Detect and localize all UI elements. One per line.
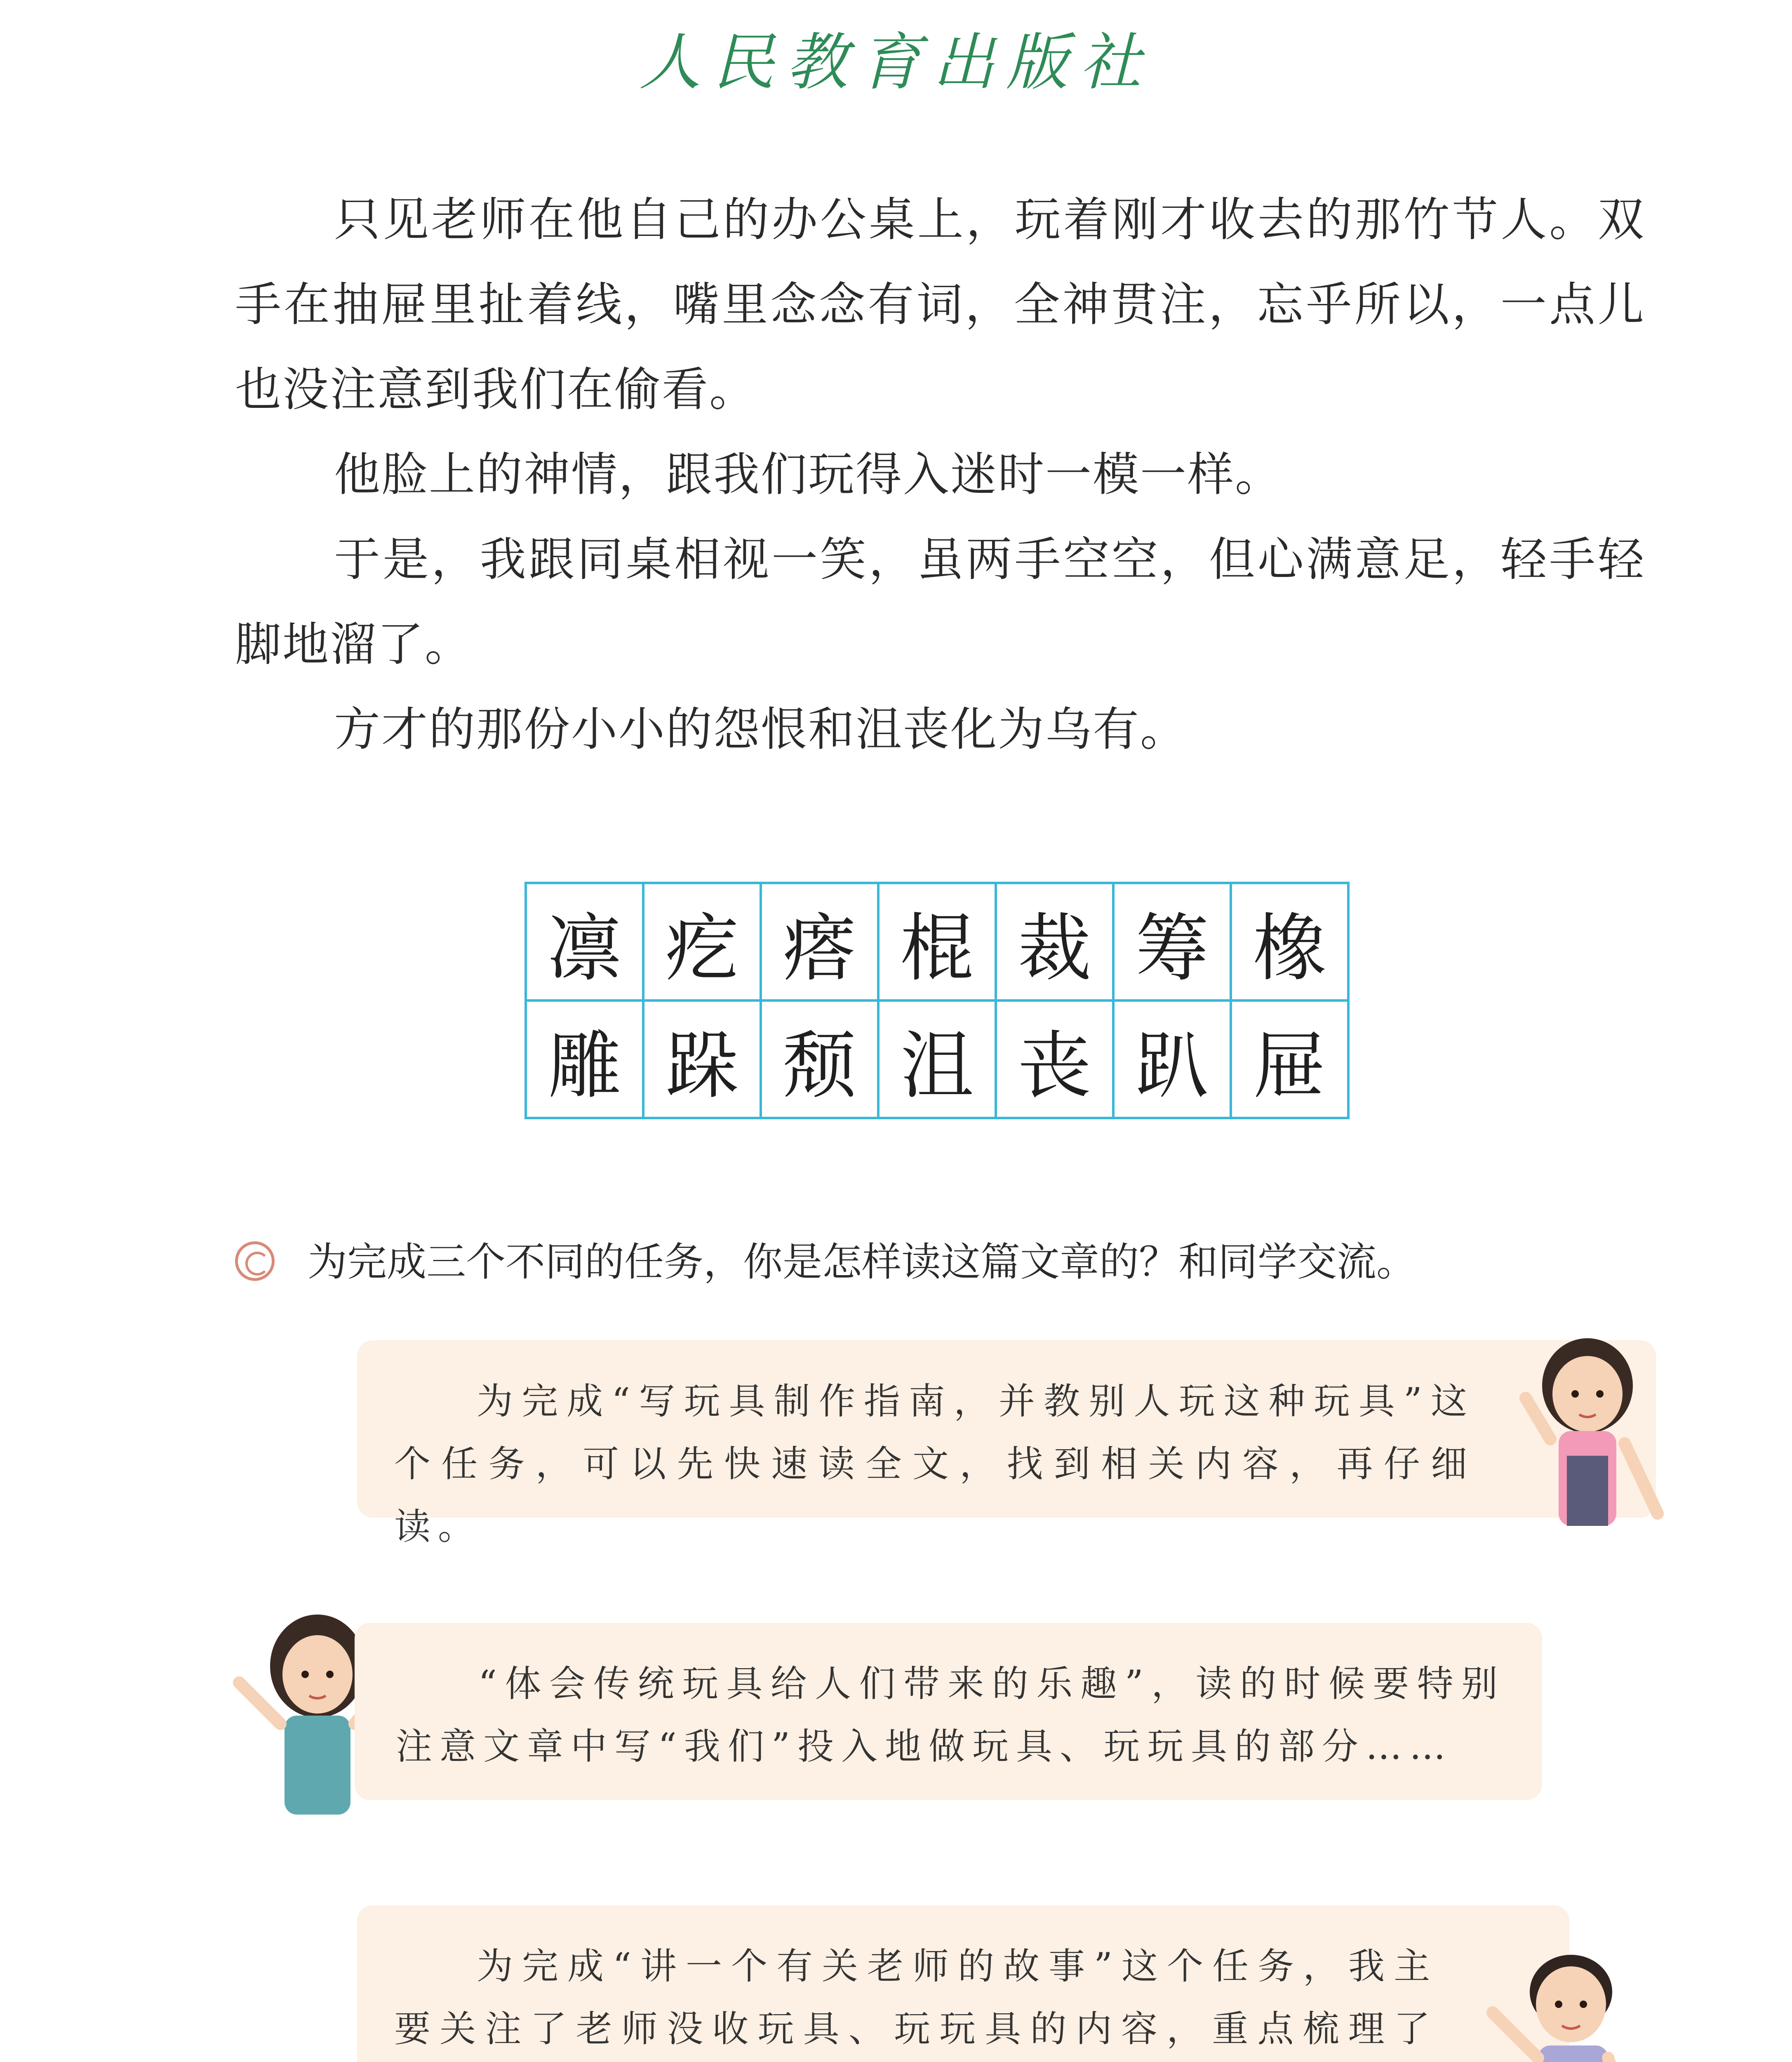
passage-paragraph: 方才的那份小小的怨恨和沮丧化为乌有。 <box>334 703 1188 756</box>
discussion-question <box>235 1233 1678 1291</box>
grid-character: 橡 <box>1231 883 1348 1000</box>
new-characters-grid <box>524 882 1350 1119</box>
girl-pigtails-illustration <box>1501 1332 1674 1526</box>
boy-illustration <box>1468 1947 1658 2062</box>
bubble-text: 为完成“讲一个有关老师的故事”这个任务，我主要关注了老师没收玩具、玩玩具的内容，重点梳理了 <box>394 1945 1437 2050</box>
grid-character: 凛 <box>526 883 643 1000</box>
passage-paragraph: 他脸上的神情，跟我们玩得入迷时一模一样。 <box>334 448 1282 501</box>
bubble-text: “体会传统玩具给人们带来的乐趣”，读的时候要特别注意文章中写“我们”投入地做玩具、玩玩具的部分…… <box>396 1662 1505 1768</box>
grid-character: 裁 <box>996 883 1113 1000</box>
speech-bubble-girl-1 <box>357 1340 1656 1548</box>
grid-row <box>526 883 1348 1000</box>
publisher-header-logo: 人民教育出版社 <box>639 27 1153 99</box>
grid-row <box>526 1000 1348 1118</box>
speech-bubble-boy <box>357 1905 1569 2062</box>
grid-character: 丧 <box>996 1000 1113 1118</box>
question-text: 为完成三个不同的任务，你是怎样读这篇文章的？和同学交流。 <box>308 1239 1416 1285</box>
bubble-text: 为完成“写玩具制作指南，并教别人玩这种玩具”这个任务，可以先快速读全文，找到相关内容，再仔细读。 <box>394 1380 1475 1548</box>
passage-paragraph: 于是，我跟同桌相视一笑，虽两手空空，但心满意足，轻手轻脚地溜了。 <box>235 533 1645 671</box>
grid-character: 趴 <box>1113 1000 1231 1118</box>
grid-character: 筹 <box>1113 883 1231 1000</box>
grid-character: 颓 <box>761 1000 878 1118</box>
grid-character: 棍 <box>878 883 996 1000</box>
reading-passage <box>235 177 1645 772</box>
grid-character: 跺 <box>643 1000 761 1118</box>
grid-character: 瘩 <box>761 883 878 1000</box>
grid-character: 雕 <box>526 1000 643 1118</box>
discussion-icon <box>235 1241 275 1281</box>
grid-character: 屉 <box>1231 1000 1348 1118</box>
grid-character: 沮 <box>878 1000 996 1118</box>
passage-paragraph: 只见老师在他自己的办公桌上，玩着刚才收去的那竹节人。双手在抽屉里扯着线，嘴里念念有词，全神贯注，忘乎所以，一点儿也没注意到我们在偷看。 <box>235 193 1645 417</box>
speech-bubble-girl-2 <box>355 1623 1542 1800</box>
grid-character: 疙 <box>643 883 761 1000</box>
